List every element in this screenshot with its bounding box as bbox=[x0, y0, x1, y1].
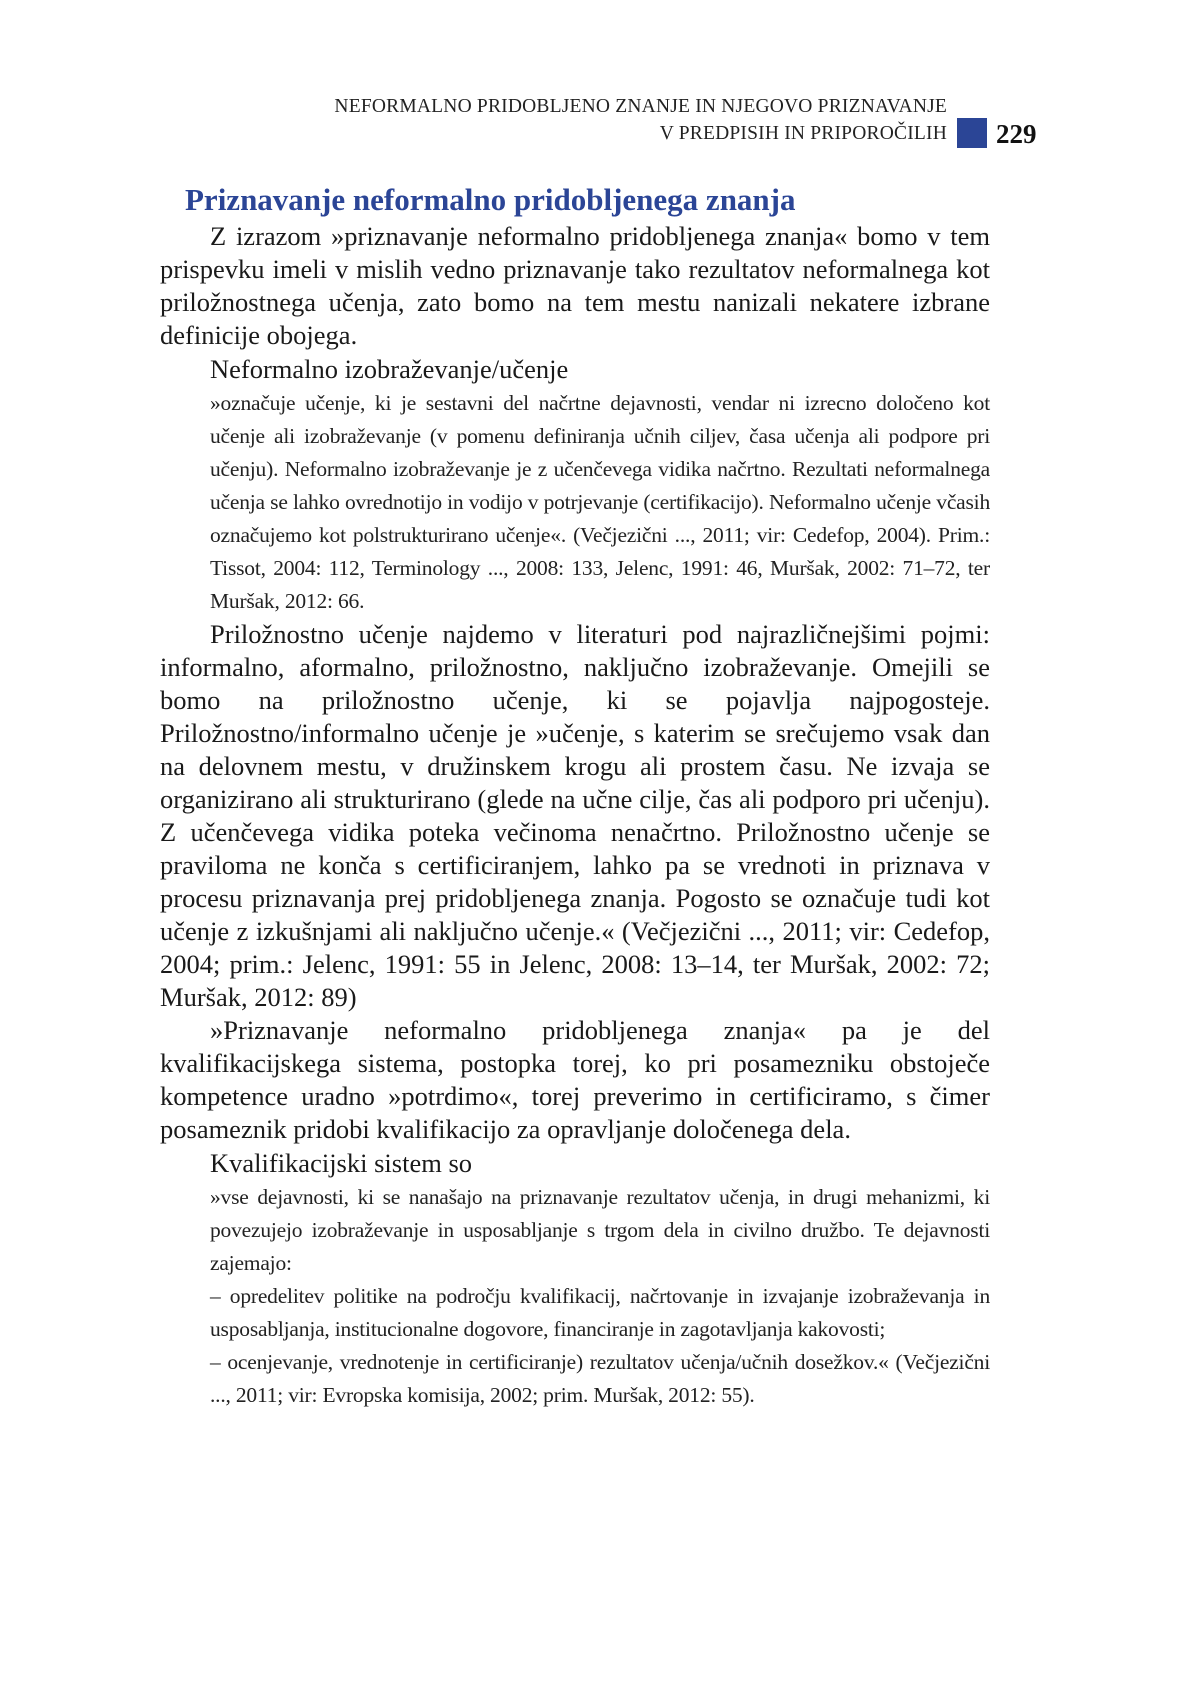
running-title-line1: NEFORMALNO PRIDOBLJENO ZNANJE IN NJEGOVO PRIZNAVANJE bbox=[334, 96, 947, 117]
accent-square-icon bbox=[957, 118, 987, 148]
definition-quote-nonformal bbox=[210, 387, 990, 618]
running-title-line2: V PREDPISIH IN PRIPOROČILIH bbox=[659, 123, 947, 144]
quote-list-item: – opredelitev politike na področju kvalifikacij, načrtovanje in izvajanje izobraževanja in usposabljanja, institucionalne dogovore, financiranje in zagotavljanja kakovosti; bbox=[210, 1284, 990, 1341]
intro-paragraph: Z izrazom »priznavanje neformalno pridobljenega znanja« bomo v tem prispevku imeli v mislih vedno priznavanje tako rezultatov neformalnega kot priložnostnega učenja, zato bomo na tem mestu nanizali nekatere izbrane definicije obojega. bbox=[160, 221, 990, 350]
recognition-paragraph: »Priznavanje neformalno pridobljenega znanja« pa je del kvalifikacijskega sistema, postopka torej, ko pri posamezniku obstoječe kompetence uradno »potrdimo«, torej preverimo in certificiramo, s čimer posameznik pridobi kvalifikacijo za opravljanje določenega dela. bbox=[160, 1015, 990, 1144]
informal-learning-paragraph: Priložnostno učenje najdemo v literaturi pod najrazličnejšimi pojmi: informalno, aformalno, priložnostno, naključno izobraževanje. Omejili se bomo na priložnostno učenje, ki se pojavlja najpogosteje. Priložnostno/informalno učenje je »učenje, s katerim se srečujemo vsak dan na delovnem mestu, v družinskem krogu ali prostem času. Ne izvaja se organizirano ali strukturirano (glede na učne cilje, čas ali podporo pri učenju). Z učenčevega vidika poteka večinoma nenačrtno. Priložnostno učenje se praviloma ne konča s certificiranjem, lahko pa se vrednoti in priznava v procesu priznavanja prej pridobljenega znanja. Pogosto se označuje tudi kot učenje z izkušnjami ali naključno učenje.« (Večjezični ..., 2011; vir: Cedefop, 2004; prim.: Jelenc, 1991: 55 in Jelenc, 2008: 13–14, ter Muršak, 2002: 72; Muršak, 2012: 89) bbox=[160, 619, 990, 1012]
page-number: 229 bbox=[996, 119, 1037, 149]
section-title: Priznavanje neformalno pridobljenega znanja bbox=[185, 182, 796, 217]
running-head bbox=[334, 93, 947, 147]
page-body bbox=[160, 180, 990, 1412]
definition-heading-nonformal: Neformalno izobraževanje/učenje bbox=[210, 354, 569, 384]
definition-quote-qualification bbox=[210, 1181, 990, 1412]
definition-heading-qualification: Kvalifikacijski sistem so bbox=[210, 1148, 473, 1178]
quote-intro: »vse dejavnosti, ki se nanašajo na priznavanje rezultatov učenja, in drugi mehanizmi, ki povezujejo izobraževanje in usposabljanje s trgom dela in civilno družbo. Te dejavnosti zajemajo: bbox=[210, 1185, 990, 1275]
quote-list-item: – ocenjevanje, vrednotenje in certificiranje) rezultatov učenja/učnih dosežkov.« (Večjezični ..., 2011; vir: Evropska komisija, 2002; prim. Muršak, 2012: 55). bbox=[210, 1350, 990, 1407]
quote-text: »označuje učenje, ki je sestavni del načrtne dejavnosti, vendar ni izrecno določeno kot učenje ali izobraževanje (v pomenu definiranja učnih ciljev, časa učenja ali podpore pri učenju). Neformalno izobraževanje je z učenčevega vidika načrtno. Rezultati neformalnega učenja se lahko ovrednotijo in vodijo v potrjevanje (certifikacijo). Neformalno učenje včasih označujemo kot polstrukturirano učenje«. (Večjezični ..., 2011; vir: Cedefop, 2004). Prim.: Tissot, 2004: 112, Terminology ..., 2008: 133, Jelenc, 1991: 46, Muršak, 2002: 71–72, ter Muršak, 2012: 66. bbox=[210, 391, 990, 613]
